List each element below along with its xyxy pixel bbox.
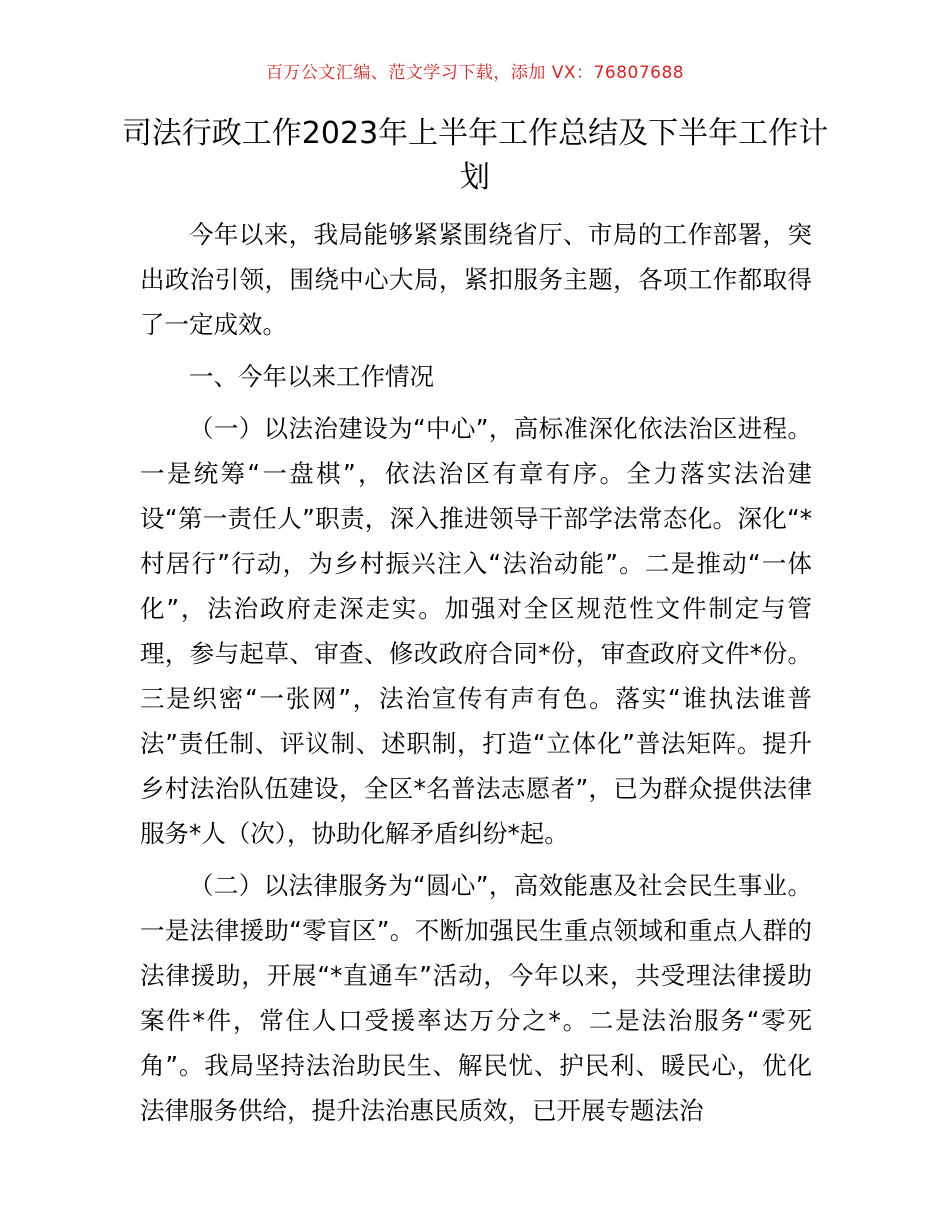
- document-title: 司法行政工作2023年上半年工作总结及下半年工作计划: [121, 116, 829, 195]
- watermark-header: 百万公文汇编、范文学习下载，添加 VX：76807688: [265, 63, 685, 83]
- section-heading: 一、今年以来工作情况: [189, 362, 434, 391]
- section-2-paragraph: （二）以法律服务为“圆心”，高效能惠及社会民生事业。一是法律援助“零盲区”。不断加强民生重点领域和重点人群的法律援助，开展“*直通车”活动，今年以来，共受理法律援助案件*件，常住人口受援率达万分之*。二是法治服务“零死角”。我局坚持法治助民生、解民忧、护民利、暖民心，优化法律服务供给，提升法治惠民质效，已开展专题法治: [140, 871, 812, 1125]
- document-body: [140, 212, 812, 1133]
- intro-paragraph: 今年以来，我局能够紧紧围绕省厅、市局的工作部署，突出政治引领，围绕中心大局，紧扣服务主题，各项工作都取得了一定成效。: [140, 220, 812, 339]
- section-1-paragraph: （一）以法治建设为“中心”，高标准深化依法治区进程。一是统筹“一盘棋”，依法治区有章有序。全力落实法治建设“第一责任人”职责，深入推进领导干部学法常态化。深化“*村居行”行动，为乡村振兴注入“法治动能”。二是推动“一体化”，法治政府走深走实。加强对全区规范性文件制定与管理，参与起草、审查、修改政府合同*份，审查政府文件*份。三是织密“一张网”，法治宣传有声有色。落实“谁执法谁普法”责任制、评议制、述职制，打造“立体化”普法矩阵。提升乡村法治队伍建设，全区*名普法志愿者”，已为群众提供法律服务*人（次），协助化解矛盾纠纷*起。: [140, 414, 812, 848]
